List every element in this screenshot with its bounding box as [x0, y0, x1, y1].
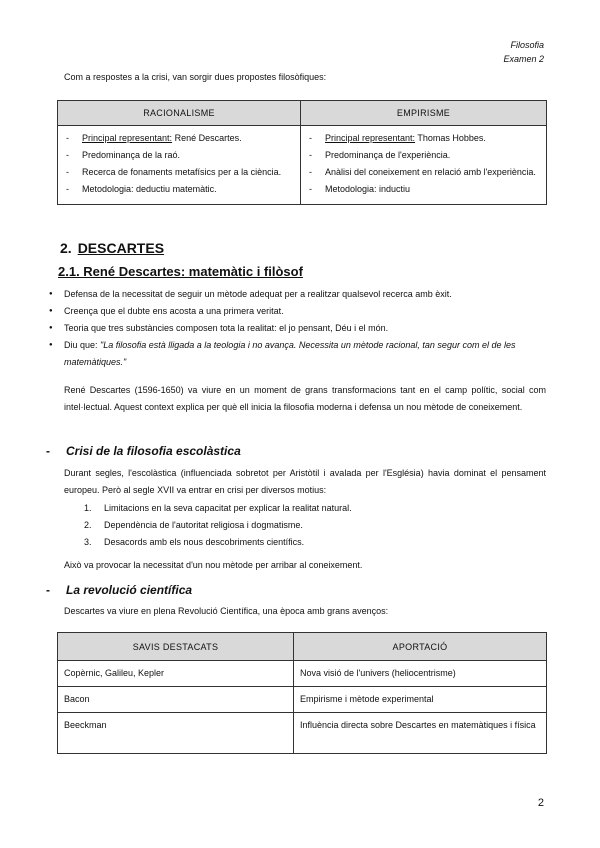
item-number: 1. — [84, 503, 92, 513]
list-item: - Predominança de l'experiència. — [307, 147, 540, 164]
table-header-racionalisme: RACIONALISME — [58, 101, 301, 126]
list-item: - Anàlisi del coneixement en relació amb l'experiència. — [307, 164, 540, 181]
item-text: René Descartes. — [172, 133, 242, 143]
table-row — [58, 661, 547, 687]
table-header-savis: SAVIS DESTACATS — [58, 633, 294, 661]
item-text: Thomas Hobbes. — [415, 133, 486, 143]
item-label: Principal representant: — [325, 133, 416, 143]
subsection-heading: 2.1. René Descartes: matemàtic i filòsof — [58, 264, 303, 279]
bullet-item: ● Defensa de la necessitat de seguir un mètode adequat per a realitzar qualsevol recerca amb èxit. — [50, 286, 546, 303]
crisi-list — [84, 500, 544, 551]
savis-table — [57, 632, 547, 754]
list-item: - Metodologia: inductiu — [307, 181, 540, 198]
crisi-conclusion: Això va provocar la necessitat d'un nou mètode per arribar al coneixement. — [64, 560, 363, 570]
crisi-paragraph: Durant segles, l'escolàstica (influenciada sobretot per Aristòtil i avalada per l'Església) havia dominat el pensament europeu. Però al segle XVII va entrar en crisi per diversos motius: — [64, 468, 546, 495]
list-item — [84, 517, 544, 534]
section-crisi-title: Crisi de la filosofia escolàstica — [66, 444, 241, 458]
header-subject: Filosofia — [510, 40, 544, 50]
item-text: Desacords amb els nous descobriments científics. — [104, 537, 305, 547]
list-item — [64, 130, 294, 147]
list-item — [84, 500, 544, 517]
table-cell: Influència directa sobre Descartes en matemàtiques i física — [294, 713, 547, 754]
table-cell: Copèrnic, Galileu, Kepler — [58, 661, 294, 687]
list-item: - Predominança de la raó. — [64, 147, 294, 164]
table-cell: Bacon — [58, 687, 294, 713]
item-label: Principal representant: — [82, 133, 173, 143]
list-item: - Metodologia: deductiu matemàtic. — [64, 181, 294, 198]
section-crisi-heading: - Crisi de la filosofia escolàstica — [46, 444, 241, 458]
section-revolucio-title: La revolució científica — [66, 583, 193, 597]
table-cell: Empirisme i mètode experimental — [294, 687, 547, 713]
list-item: - Recerca de fonaments metafísics per a la ciència. — [64, 164, 294, 181]
table-cell: Nova visió de l'univers (heliocentrisme) — [294, 661, 547, 687]
table-row — [58, 713, 547, 754]
bullet-list — [50, 286, 546, 371]
intro-text: Com a respostes a la crisi, van sorgir dues propostes filosòfiques: — [64, 72, 327, 82]
table-header-empirisme: EMPIRISME — [301, 101, 547, 126]
section-revolucio-heading: - La revolució científica — [46, 583, 193, 597]
list-item — [84, 534, 544, 551]
comparison-table — [57, 100, 547, 205]
item-text: Dependència de l'autoritat religiosa i dogmatisme. — [104, 520, 303, 530]
table-header-aportacio: APORTACIÓ — [294, 633, 547, 661]
table-row — [58, 687, 547, 713]
section-number: 2. — [60, 240, 72, 256]
empirisme-cell — [301, 126, 547, 205]
quote-prefix: Diu que: — [64, 340, 101, 350]
header-exam: Examen 2 — [503, 54, 544, 64]
revolucio-paragraph: Descartes va viure en plena Revolució Científica, una època amb grans avenços: — [64, 606, 389, 616]
bullet-item: ● Creença que el dubte ens acosta a una primera veritat. — [50, 303, 546, 320]
racionalisme-cell — [58, 126, 301, 205]
document-header — [503, 38, 544, 66]
descartes-paragraph: René Descartes (1596-1650) va viure en un moment de grans transformacions tant en el camp polític, social com intel·lectual. Aquest context explica per què ell inicia la filosofia moderna i defensa un nou mètode de coneixement. — [64, 385, 546, 412]
table-cell: Beeckman — [58, 713, 294, 754]
page-number: 2 — [537, 797, 544, 809]
quote-text: "La filosofia està lligada a la teologia i no avança. Necessita un mètode racional, tan segur com el de les matemàtiques." — [64, 340, 516, 367]
bullet-item — [50, 337, 546, 371]
list-item — [307, 130, 540, 147]
section-heading — [60, 240, 164, 256]
item-number: 3. — [84, 537, 92, 547]
bullet-item: ● Teoria que tres substàncies composen tota la realitat: el jo pensant, Déu i el món. — [50, 320, 546, 337]
section-title: DESCARTES — [77, 240, 165, 256]
item-text: Limitacions en la seva capacitat per explicar la realitat natural. — [104, 503, 352, 513]
item-number: 2. — [84, 520, 92, 530]
